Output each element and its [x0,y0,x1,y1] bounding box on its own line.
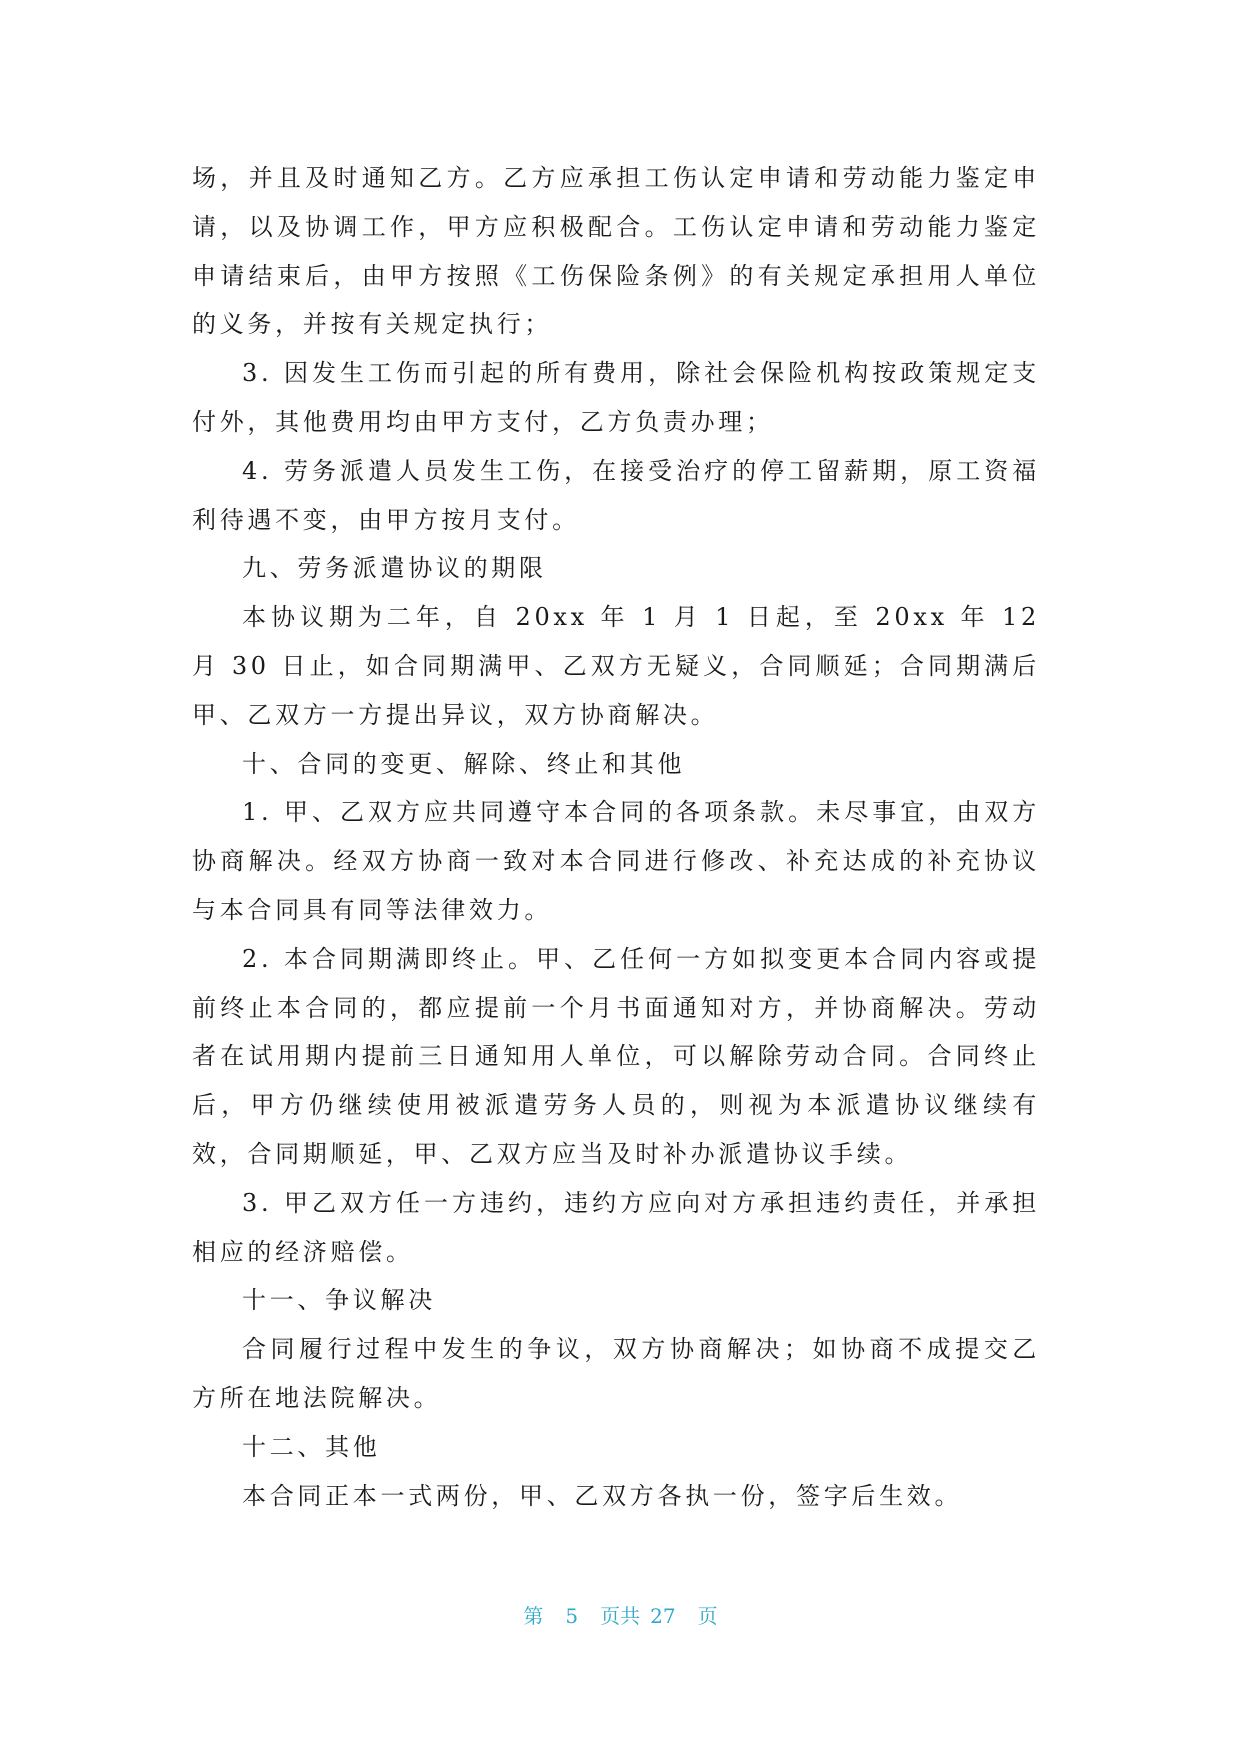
paragraph: 4. 劳务派遣人员发生工伤，在接受治疗的停工留薪期，原工资福利待遇不变，由甲方按月支付。 [192,456,1040,534]
footer-middle: 页共 [600,1604,641,1628]
section-heading: 十、合同的变更、解除、终止和其他 [242,749,686,778]
document-body [192,154,1040,1520]
paragraph: 3. 甲乙双方任一方违约，违约方应向对方承担违约责任，并承担相应的经济赔偿。 [192,1188,1040,1266]
page-footer [0,1602,1241,1630]
paragraph: 2. 本合同期满即终止。甲、乙任何一方如拟变更本合同内容或提前终止本合同的，都应提前一个月书面通知对方，并协商解决。劳动者在试用期内提前三日通知用人单位，可以解除劳动合同。合同终止后，甲方仍继续使用被派遣劳务人员的，则视为本派遣协议继续有效，合同期顺延，甲、乙双方应当及时补办派遣协议手续。 [192,944,1040,1168]
section-heading: 十一、争议解决 [242,1286,436,1315]
total-pages-number: 27 [650,1604,676,1628]
section-heading: 九、劳务派遣协议的期限 [242,554,547,583]
paragraph: 合同履行过程中发生的争议，双方协商解决；如协商不成提交乙方所在地法院解决。 [192,1335,1040,1412]
footer-suffix: 页 [697,1604,718,1628]
current-page-number: 5 [565,1604,579,1628]
footer-prefix: 第 [523,1604,544,1628]
paragraph: 本协议期为二年，自 20xx 年 1 月 1 日起，至 20xx 年 12 月 30 日止，如合同期满甲、乙双方无疑义，合同顺延；合同期满后甲、乙双方一方提出异议，双方协商解决。 [192,603,1040,729]
paragraph: 本合同正本一式两份，甲、乙双方各执一份，签字后生效。 [242,1481,963,1510]
paragraph: 3. 因发生工伤而引起的所有费用，除社会保险机构按政策规定支付外，其他费用均由甲方支付，乙方负责办理； [192,359,1040,436]
paragraph: 场，并且及时通知乙方。乙方应承担工伤认定申请和劳动能力鉴定申请，以及协调工作，甲方应积极配合。工伤认定申请和劳动能力鉴定申请结束后，由甲方按照《工伤保险条例》的有关规定承担用人单位的义务，并按有关规定执行； [192,164,1040,339]
section-heading: 十二、其他 [242,1432,381,1461]
paragraph: 1. 甲、乙双方应共同遵守本合同的各项条款。未尽事宜，由双方协商解决。经双方协商一致对本合同进行修改、补充达成的补充协议与本合同具有同等法律效力。 [192,798,1040,924]
